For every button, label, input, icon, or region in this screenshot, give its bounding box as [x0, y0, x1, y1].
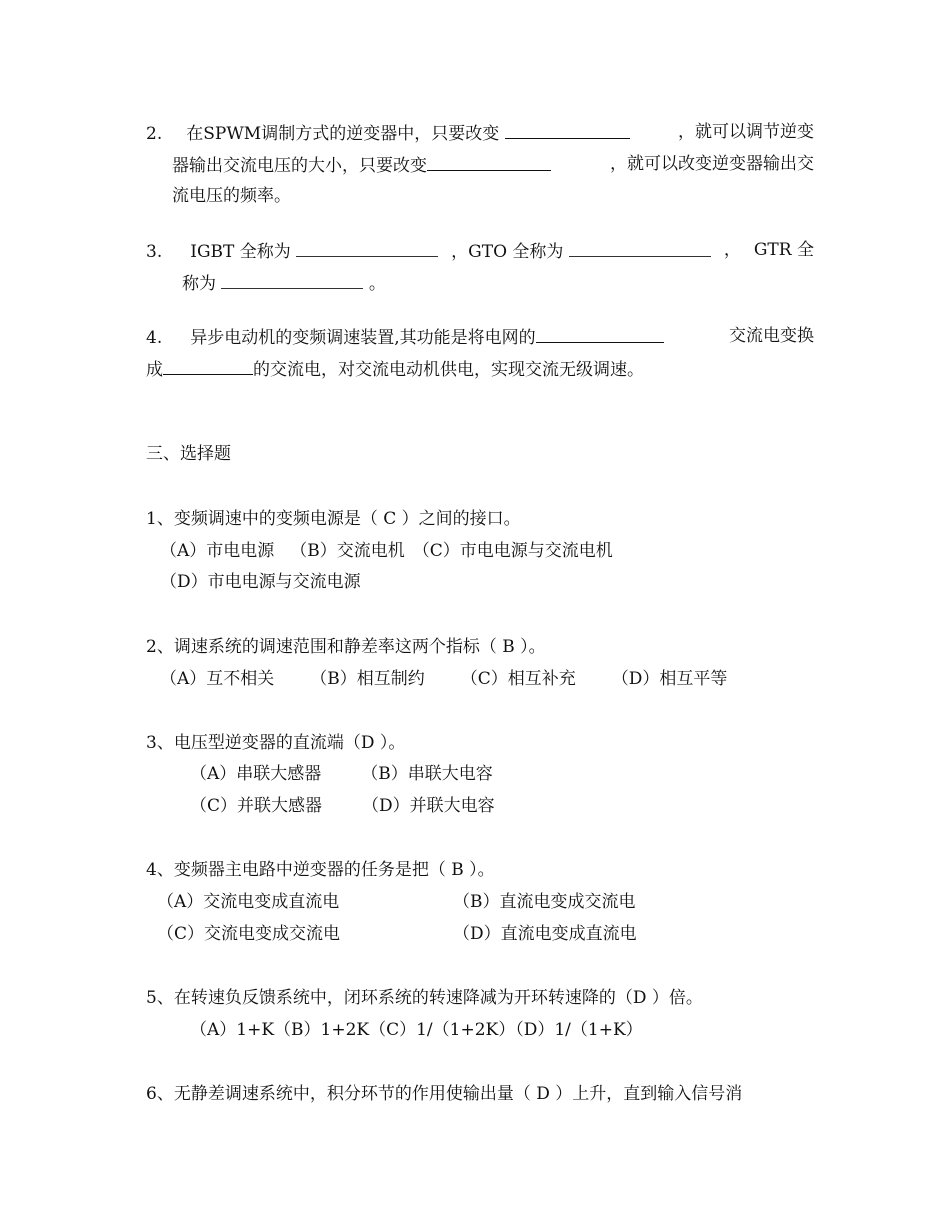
mc-q1-option-b[interactable]: （B）交流电机 — [290, 541, 405, 561]
fill-q2-line1 — [146, 120, 814, 146]
mc-q2-stem: 2、调速系统的调速范围和静差率这两个指标（ B ）。 — [146, 637, 546, 657]
fill-q3-text-a: IGBT 全称为 — [190, 242, 291, 262]
fill-q2-blank-1[interactable] — [505, 120, 630, 139]
mc-q3-options-row2 — [190, 794, 495, 818]
fill-q4-text-c: 成 — [146, 360, 163, 380]
mc-q2-options — [160, 667, 727, 691]
mc-q1-option-d[interactable]: （D）市电电源与交流电源 — [160, 572, 361, 592]
fill-q3-text-d: 称为 — [182, 274, 216, 294]
fill-q4-blank-2[interactable] — [163, 356, 253, 375]
fill-q3-period: 。 — [368, 274, 386, 294]
mc-q5-options[interactable]: （A）1+K（B）1+2K（C）1/（1+2K）（D）1/（1+K） — [190, 1020, 643, 1040]
fill-q4-text-d: 的交流电，对交流电动机供电，实现交流无级调速。 — [253, 360, 644, 380]
mc-q3-option-d[interactable]: （D）并联大电容 — [362, 796, 495, 816]
fill-q3-blank-1[interactable] — [296, 238, 438, 257]
fill-q2-text-d: ，就可以改变逆变器输出交 — [610, 154, 814, 174]
mc-q4-option-d[interactable]: （D）直流电变成直流电 — [453, 924, 637, 944]
mc-q2-option-c[interactable]: （C）相互补充 — [460, 669, 576, 689]
fill-q4-text-a: 异步电动机的变频调速装置,其功能是将电网的 — [190, 328, 536, 348]
fill-q3-text-c: GTR 全 — [753, 240, 814, 260]
fill-q3-line2 — [182, 270, 386, 296]
mc-q3-options-row1 — [190, 762, 493, 786]
fill-q2-text-a: 在SPWM调制方式的逆变器中，只要改变 — [186, 124, 500, 144]
mc-q2-option-a[interactable]: （A）互不相关 — [160, 669, 275, 689]
fill-q4-number: 4. — [146, 328, 163, 348]
mc-q2-option-d[interactable]: （D）相互平等 — [611, 669, 728, 689]
mc-q1-option-a[interactable]: （A）市电电源 — [160, 541, 275, 561]
fill-q4-blank-1[interactable] — [536, 324, 664, 343]
fill-q4-line1 — [146, 324, 814, 350]
mc-q4-option-c[interactable]: （C）交流电变成交流电 — [157, 924, 341, 944]
fill-q3-number: 3. — [146, 242, 163, 262]
mc-q1-options-row1 — [160, 539, 613, 563]
fill-q3-blank-3[interactable] — [221, 270, 363, 289]
mc-q5-stem: 5、在转速负反馈系统中，闭环系统的转速降减为开环转速降的（D ）倍。 — [146, 988, 703, 1008]
fill-q2-line2 — [172, 152, 814, 178]
fill-q3-text-b: ，GTO 全称为 — [451, 242, 564, 262]
fill-q2-blank-2[interactable] — [427, 152, 551, 171]
mc-q3-option-b[interactable]: （B）串联大电容 — [361, 764, 493, 784]
fill-q2-number: 2. — [146, 124, 163, 144]
mc-q1-stem: 1、变频调速中的变频电源是（ C ）之间的接口。 — [146, 509, 521, 529]
mc-q3-stem: 3、电压型逆变器的直流端（D ）。 — [146, 733, 406, 753]
mc-q4-option-a[interactable]: （A）交流电变成直流电 — [157, 892, 340, 912]
fill-q3-comma: ， — [723, 240, 741, 260]
mc-q3-option-c[interactable]: （C）并联大感器 — [190, 796, 323, 816]
fill-q3-blank-2[interactable] — [569, 238, 711, 257]
mc-q4-stem: 4、变频器主电路中逆变器的任务是把（ B ）。 — [146, 860, 495, 880]
fill-q4-line2 — [146, 356, 644, 382]
mc-q6-stem — [146, 1082, 814, 1106]
fill-q4-text-b: 交流电变换 — [729, 326, 814, 346]
fill-q2-text-c: 器输出交流电压的大小，只要改变 — [172, 156, 427, 176]
mc-q3-option-a[interactable]: （A）串联大感器 — [190, 764, 322, 784]
fill-q2-line3: 流电压的频率。 — [172, 186, 291, 206]
fill-q3-line1 — [146, 238, 814, 264]
mc-q2-option-b[interactable]: （B）相互制约 — [310, 669, 425, 689]
fill-q2-text-b: ，就可以调节逆变 — [678, 122, 814, 142]
mc-q4-option-b[interactable]: （B）直流电变成交流电 — [453, 892, 636, 912]
section-title: 三、选择题 — [146, 444, 231, 464]
mc-q1-option-c[interactable]: （C）市电电源与交流电机 — [412, 541, 613, 561]
mc-q6-stem-text: 6、无静差调速系统中，积分环节的作用使输出量（ D ）上升，直到输入信号消 — [146, 1084, 743, 1104]
